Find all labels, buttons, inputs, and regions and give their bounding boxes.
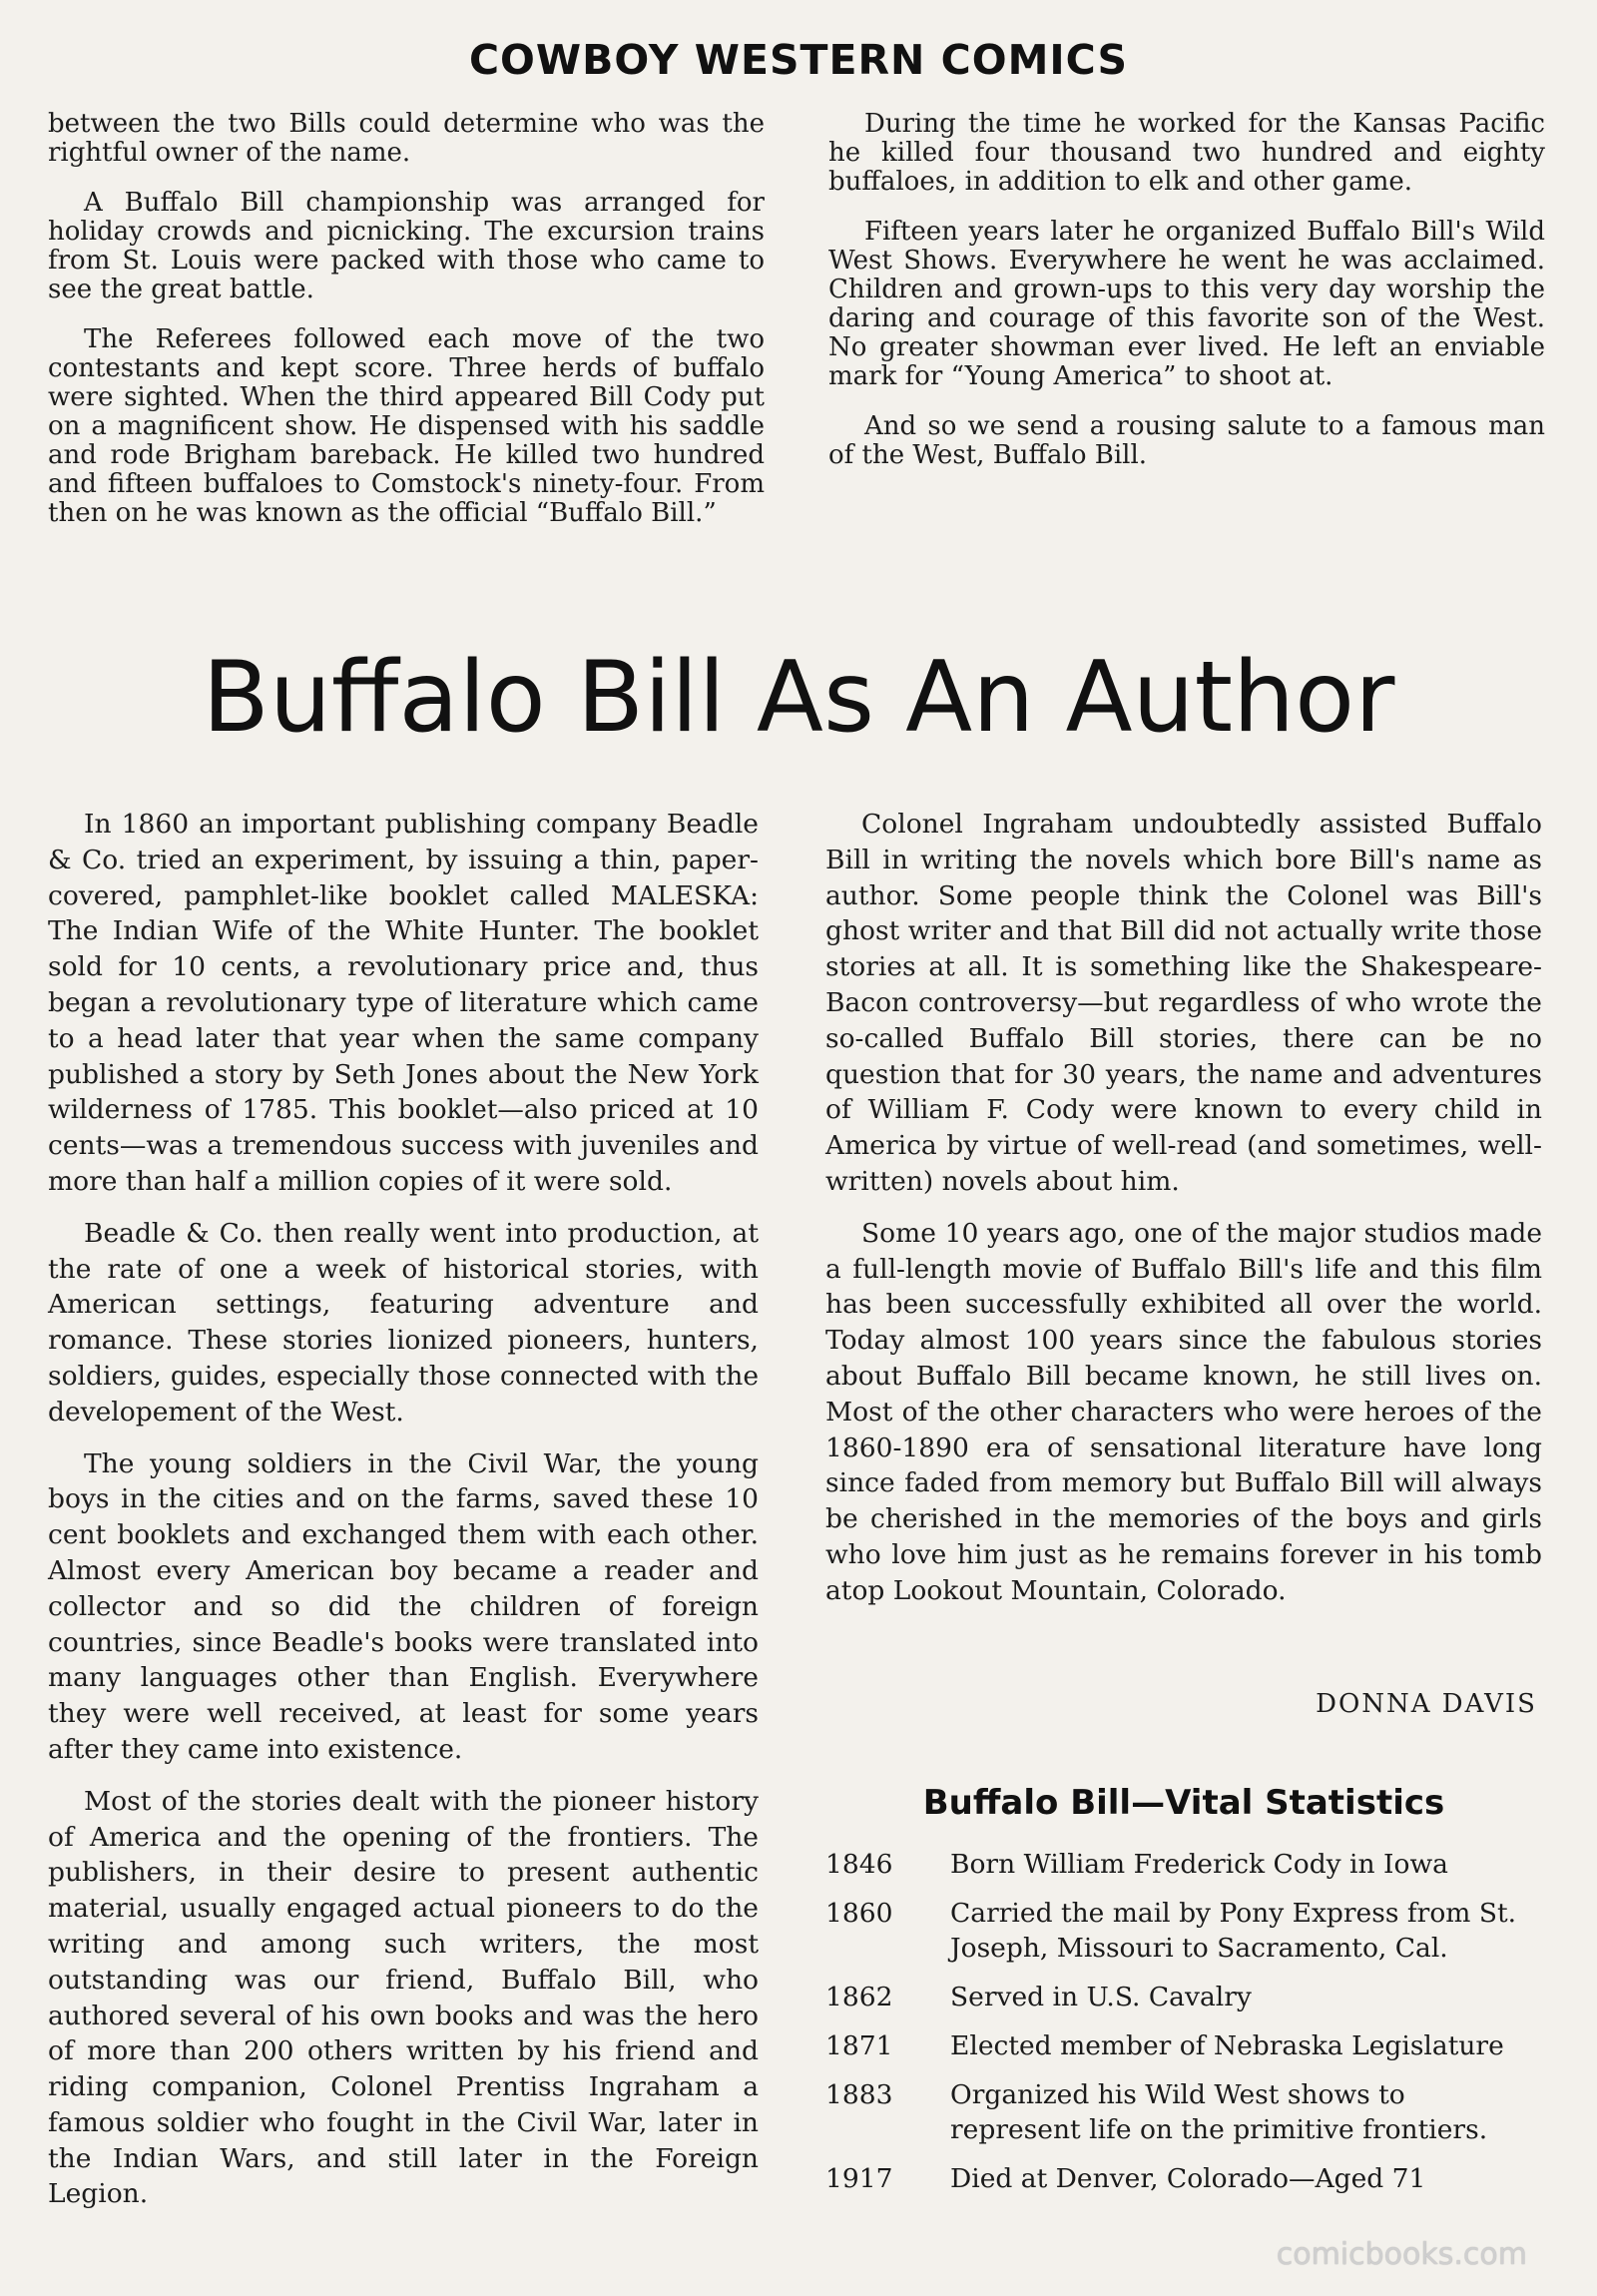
paragraph: During the time he worked for the Kansas Pacific he killed four thousand two hundred and eighty buffaloes, in addition to elk and other game.: [828, 109, 1545, 197]
stat-year: 1871: [825, 2030, 893, 2061]
paragraph: Most of the stories dealt with the pioneer history of America and the opening of the frontiers. The publishers, in their desire to present authentic material, usually engaged actual pioneers to do the writing and among such writers, the most outstanding was our friend, Buffalo Bill, who authored several of his own books and was the hero of more than 200 others written by his friend and riding companion, Colonel Prentiss Ingraham a famous soldier who fought in the Civil War, later in the Indian Wars, and still later in the Foreign Legion.: [48, 1785, 759, 2210]
stat-row: [825, 2028, 1542, 2063]
stat-year: 1846: [825, 1849, 893, 1880]
site-watermark: comicbooks.com: [1276, 2237, 1527, 2272]
stat-row: [825, 2077, 1542, 2147]
stat-event: Died at Denver, Colorado—Aged 71: [950, 2163, 1426, 2194]
paragraph: In 1860 an important publishing company Beadle & Co. tried an experiment, by issuing a thin, paper-covered, pamphlet-like booklet called MALESKA: The Indian Wife of the White Hunter. The booklet sold for 10 cents, a revolutionary price and, thus began a revolutionary type of literature which came to a head later that year when the same company published a story by Seth Jones about the New York wilderness of 1785. This booklet—also priced at 10 cents—was a tremendous success with juveniles and more than half a million copies of it were sold.: [48, 809, 759, 1197]
stat-row: [825, 1847, 1542, 1882]
article-left-column: [48, 807, 759, 2228]
article-title: Buffalo Bill As An Author: [202, 641, 1395, 755]
author-byline: DONNA DAVIS: [1316, 1689, 1537, 1719]
stat-event: Organized his Wild West shows to represent life on the primitive frontiers.: [950, 2079, 1488, 2145]
paragraph: between the two Bills could determine who was the rightful owner of the name.: [48, 109, 765, 168]
article-right-column: [825, 807, 1542, 1625]
stat-event: Served in U.S. Cavalry: [950, 1982, 1252, 2012]
stat-event: Carried the mail by Pony Express from St. Joseph, Missouri to Sacramento, Cal.: [950, 1898, 1517, 1964]
stat-event: Born William Frederick Cody in Iowa: [950, 1849, 1448, 1880]
stat-row: [825, 1980, 1542, 2014]
paragraph: And so we send a rousing salute to a famous man of the West, Buffalo Bill.: [828, 411, 1545, 470]
paragraph: The young soldiers in the Civil War, the young boys in the cities and on the farms, saved these 10 cent booklets and exchanged them with each other. Almost every American boy became a reader and collector and so did the children of foreign countries, since Beadle's books were translated into many languages other than English. Everywhere they were well received, at least for some years after they came into existence.: [48, 1447, 759, 1765]
stat-year: 1862: [825, 1982, 893, 2012]
paragraph: Colonel Ingraham undoubtedly assisted Buffalo Bill in writing the novels which bore Bill's name as author. Some people think the Colonel was Bill's ghost writer and that Bill did not actually write those stories at all. It is something like the Shakespeare-Bacon controversy—but regardless of who wrote the so-called Buffalo Bill stories, there can be no question that for 30 years, the name and adventures of William F. Cody were known to every child in America by virtue of well-read (and sometimes, well-written) novels about him.: [825, 809, 1542, 1197]
continued-article-right-column: [828, 110, 1545, 491]
paragraph: Fifteen years later he organized Buffalo Bill's Wild West Shows. Everywhere he went he was acclaimed. Children and grown-ups to this very day worship the daring and courage of this favorite son of the West. No greater showman ever lived. He left an enviable mark for “Young America” to shoot at.: [828, 217, 1545, 391]
stat-event: Elected member of Nebraska Legislature: [950, 2030, 1504, 2061]
paragraph: A Buffalo Bill championship was arranged for holiday crowds and picnicking. The excursion trains from St. Louis were packed with those who came to see the great battle.: [48, 188, 765, 304]
stat-year: 1860: [825, 1898, 893, 1929]
vital-statistics-title: Buffalo Bill—Vital Statistics: [922, 1783, 1445, 1823]
page-header: COWBOY WESTERN COMICS: [468, 36, 1129, 84]
stat-row: [825, 2161, 1542, 2196]
stat-year: 1883: [825, 2079, 893, 2110]
stat-year: 1917: [825, 2163, 893, 2194]
paragraph: Beadle & Co. then really went into production, at the rate of one a week of historical stories, with American settings, featuring adventure and romance. These stories lionized pioneers, hunters, soldiers, guides, especially those connected with the developement of the West.: [48, 1217, 759, 1428]
paragraph: The Referees followed each move of the two contestants and kept score. Three herds of buffalo were sighted. When the third appeared Bill Cody put on a magnificent show. He dispensed with his saddle and rode Brigham bareback. He killed two hundred and fifteen buffaloes to Comstock's ninety-four. From then on he was known as the official “Buffalo Bill.”: [48, 324, 765, 528]
paragraph: Some 10 years ago, one of the major studios made a full-length movie of Buffalo Bill's life and this film has been successfully exhibited all over the world. Today almost 100 years since the fabulous stories about Buffalo Bill became known, he still lives on. Most of the other characters who were heroes of the 1860-1890 era of sensational literature have long since faded from memory but Buffalo Bill will always be cherished in the memories of the boys and girls who love him just as he remains forever in his tomb atop Lookout Mountain, Colorado.: [825, 1217, 1542, 1606]
continued-article-left-column: [48, 110, 765, 549]
vital-statistics-list: [825, 1847, 1542, 2210]
stat-row: [825, 1896, 1542, 1966]
